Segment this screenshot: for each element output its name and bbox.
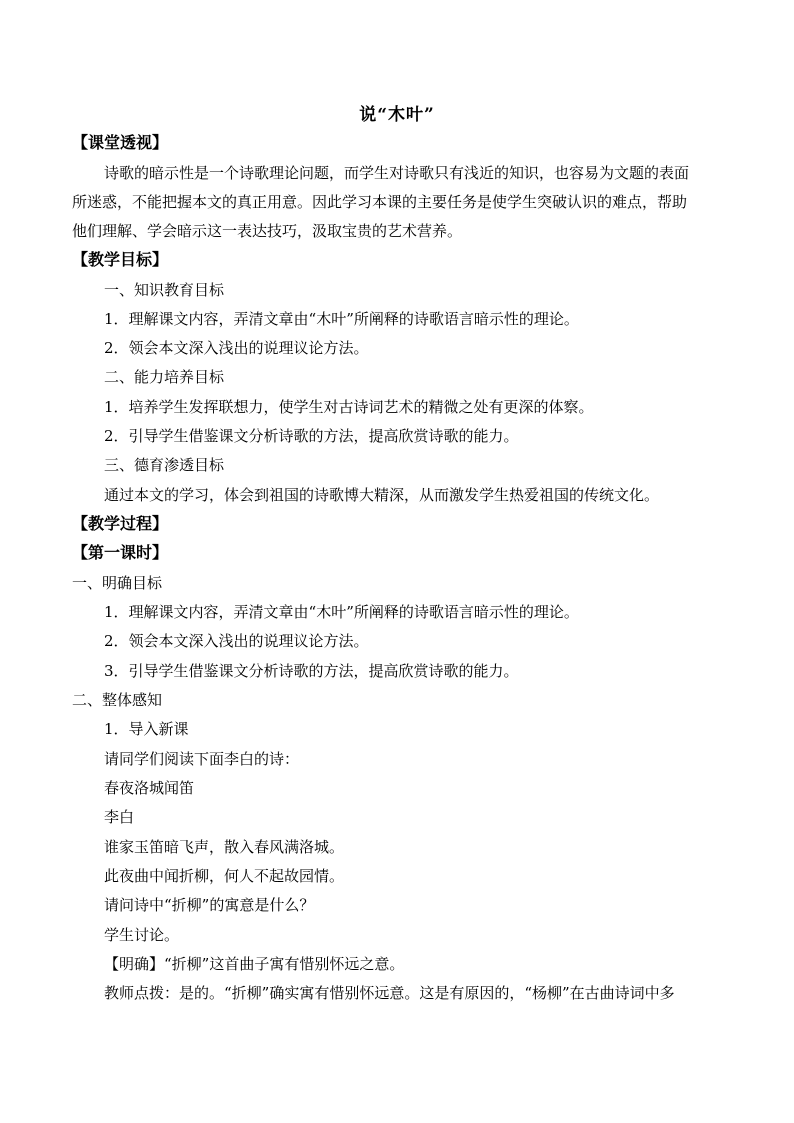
goal-heading: 三、德育渗透目标: [104, 456, 225, 474]
section-heading-classroom-perspective: 【课堂透视】: [72, 133, 169, 152]
question-line: 请问诗中“折柳”的寓意是什么？: [104, 896, 315, 914]
step-item: 1．理解课文内容，弄清文章由“木叶”所阐释的诗歌语言暗示性的理论。: [104, 603, 579, 621]
goal-item: 1．理解课文内容，弄清文章由“木叶”所阐释的诗歌语言暗示性的理论。: [104, 310, 579, 328]
step-item: 1．导入新课: [104, 720, 189, 738]
section-heading-teaching-goals: 【教学目标】: [72, 250, 169, 269]
section-heading-teaching-process: 【教学过程】: [72, 514, 169, 533]
goal-item: 2．领会本文深入浅出的说理议论方法。: [104, 339, 369, 357]
goal-item: 2．引导学生借鉴课文分析诗歌的方法，提高欣赏诗歌的能力。: [104, 427, 519, 445]
poem-line: 谁家玉笛暗飞声，散入春风满洛城。: [104, 838, 345, 856]
poem-title: 春夜洛城闻笛: [104, 779, 195, 797]
step-heading: 二、整体感知: [72, 691, 163, 709]
step-heading: 一、明确目标: [72, 574, 163, 592]
goal-item: 1．培养学生发挥联想力，使学生对古诗词艺术的精微之处有更深的体察。: [104, 398, 594, 416]
page-title: 说“木叶”: [359, 105, 435, 125]
poem-author: 李白: [104, 808, 135, 826]
clarification-line: 【明确】“折柳”这首曲子寓有惜别怀远之意。: [104, 955, 405, 973]
goal-item: 通过本文的学习，体会到祖国的诗歌博大精深，从而激发学生热爱祖国的传统文化。: [104, 486, 660, 504]
paragraph-line: 他们理解、学会暗示这一表达技巧，汲取宝贵的艺术营养。: [72, 222, 463, 240]
goal-heading: 一、知识教育目标: [104, 281, 225, 299]
paragraph-line: 所迷惑，不能把握本文的真正用意。因此学习本课的主要任务是使学生突破认识的难点，帮助: [72, 193, 688, 211]
poem-line: 此夜曲中闻折柳，何人不起故园情。: [104, 867, 345, 885]
paragraph-line: 教师点拨：是的。“折柳”确实寓有惜别怀远意。这是有原因的，“杨柳”在古曲诗词中多: [104, 984, 675, 1002]
step-item: 2．领会本文深入浅出的说理议论方法。: [104, 632, 369, 650]
paragraph-line: 学生讨论。: [104, 926, 180, 944]
paragraph-line: 诗歌的暗示性是一个诗歌理论问题，而学生对诗歌只有浅近的知识，也容易为文题的表面: [104, 164, 690, 182]
paragraph-line: 请同学们阅读下面李白的诗：: [104, 750, 300, 768]
goal-heading: 二、能力培养目标: [104, 368, 225, 386]
step-item: 3．引导学生借鉴课文分析诗歌的方法，提高欣赏诗歌的能力。: [104, 662, 519, 680]
section-heading-first-lesson: 【第一课时】: [72, 543, 169, 562]
